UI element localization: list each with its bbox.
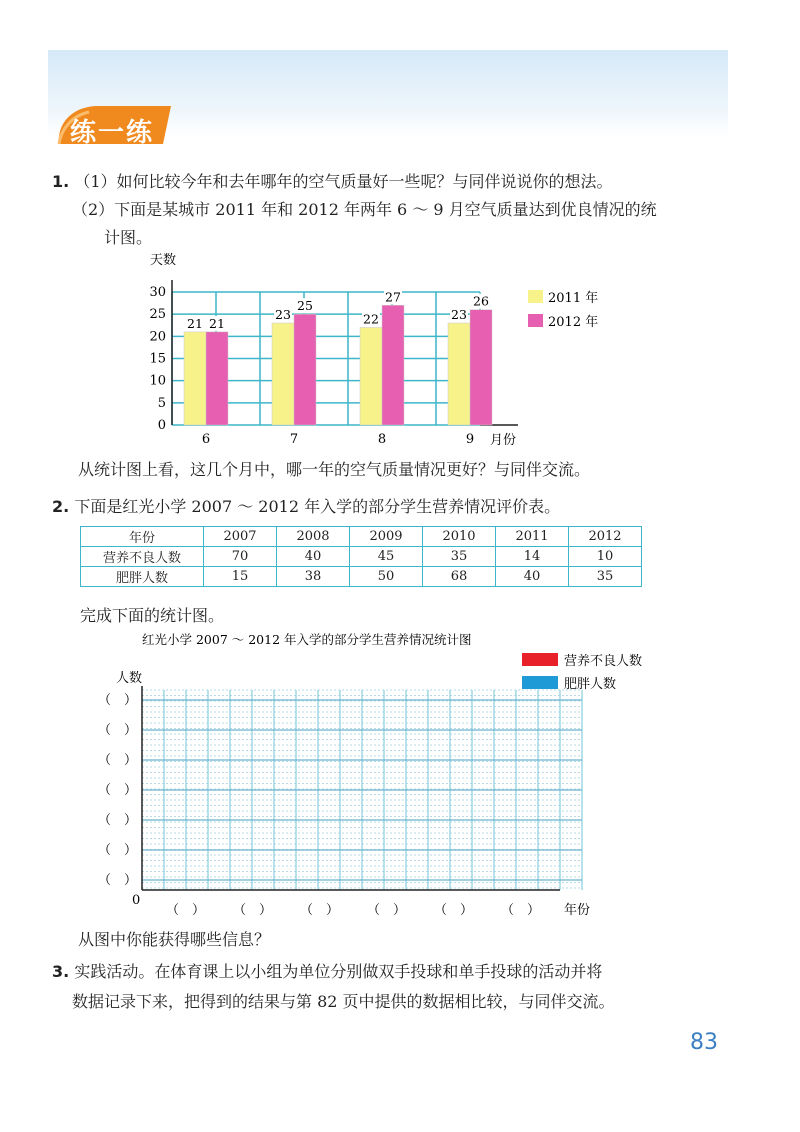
chart2-y-blank: （ ） [98,843,138,858]
table-cell: 14 [496,547,569,567]
chart2-x-blank: （ ） [501,903,541,918]
table-row [81,527,642,547]
chart1-data-label: 21 [209,315,225,331]
chart1-data-label: 23 [451,307,467,323]
chart1-y-tick-label: 15 [149,351,166,367]
chart1-data-label: 26 [473,293,489,309]
chart2-y-blank: （ ） [98,783,138,798]
q1-part1: （1）如何比较今年和去年哪年的空气质量好一些呢？与同伴说说你的想法。 [74,172,613,191]
chart1-legend-label: 2011 年 [548,291,599,306]
chart1-legend-swatch [528,290,543,303]
chart2-x-axis-label: 年份 [564,903,591,918]
table-cell: 2012 [569,527,642,547]
table-cell: 2009 [350,527,423,547]
table-row [81,567,642,587]
chart1-bar [272,323,294,425]
chart1-y-tick-label: 0 [157,418,166,433]
chart2-legend-label: 营养不良人数 [564,654,643,669]
chart2-legend-swatch [522,653,558,666]
chart1-y-tick-label: 25 [149,307,166,323]
table-cell: 35 [423,547,496,567]
chart1-legend-label: 2012 年 [548,315,599,330]
chart1-data-label: 22 [363,311,379,327]
chart1-x-tick-label: 8 [377,432,387,447]
table-cell: 2011 [496,527,569,547]
table-cell: 40 [496,567,569,587]
chart1-bar [360,327,382,425]
table-cell: 40 [277,547,350,567]
table-cell: 35 [569,567,642,587]
q1-part2-line2: 计图。 [104,228,153,247]
chart2-x-blank: （ ） [367,903,407,918]
q1-after-text: 从统计图上看，这几个月中，哪一年的空气质量情况更好？与同伴交流。 [78,460,591,479]
section-title: 练一练 [70,118,155,148]
chart1-data-label: 23 [275,307,291,323]
table-cell: 2010 [423,527,496,547]
q2-text: 下面是红光小学 2007 ～ 2012 年入学的部分学生营养情况评价表。 [74,497,561,516]
chart2-y-axis-label: 人数 [116,671,143,686]
chart1-bar [294,314,316,425]
chart2-title: 红光小学 2007 ～ 2012 年入学的部分学生营养情况统计图 [142,632,472,647]
table-cell: 营养不良人数 [81,547,204,567]
chart1-legend-swatch [528,314,543,327]
q2-number: 2. [52,497,70,516]
chart1-y-tick-label: 30 [149,285,166,300]
chart1-bar [470,310,492,425]
chart2-legend-label: 肥胖人数 [564,677,617,692]
q3-text-line1: 实践活动。在体育课上以小组为单位分别做双手投球和单手投球的活动并将 [74,962,603,981]
chart2-x-blank: （ ） [300,903,340,918]
table-cell: 2008 [277,527,350,547]
nutrition-table [80,526,642,587]
q3-text-line2: 数据记录下来，把得到的结果与第 82 页中提供的数据相比较，与同伴交流。 [72,992,615,1011]
q3-number: 3. [52,962,70,981]
chart1-bar [382,305,404,425]
table-cell: 45 [350,547,423,567]
chart1-bar [448,323,470,425]
chart1-x-tick-label: 6 [201,432,211,447]
chart2-x-blank: （ ） [166,903,206,918]
chart1-data-label: 25 [297,298,313,314]
chart1-x-tick-label: 7 [289,432,299,447]
table-cell: 38 [277,567,350,587]
page-number: 83 [690,1030,718,1055]
q2-after-text: 从图中你能获得哪些信息？ [78,930,271,949]
chart2-y-blank: （ ） [98,873,138,888]
table-cell: 15 [204,567,277,587]
table-cell: 10 [569,547,642,567]
chart2-y-blank: （ ） [98,723,138,738]
table-cell: 年份 [81,527,204,547]
chart1-x-axis-label: 月份 [490,433,517,448]
chart1-bar [206,332,228,425]
chart1-y-tick-label: 10 [149,373,166,389]
table-cell: 68 [423,567,496,587]
chart1-data-label: 27 [385,289,401,305]
chart2-x-blank: （ ） [434,903,474,918]
chart1-x-tick-label: 9 [465,432,475,447]
chart1-y-axis-label: 天数 [150,253,177,268]
chart1-bar [184,332,206,425]
q1-part2-line1: （2）下面是某城市 2011 年和 2012 年两年 6 ～ 9 月空气质量达到优良情况的统 [72,200,657,219]
q2-complete-text: 完成下面的统计图。 [80,606,225,625]
q1-number: 1. [52,172,70,191]
chart1-data-label: 21 [187,315,203,331]
q1-line1 [52,172,613,192]
table-cell: 70 [204,547,277,567]
chart2-y-blank: （ ） [98,813,138,828]
q2-line [52,497,560,517]
chart2-x-blank: （ ） [233,903,273,918]
chart1-y-tick-label: 5 [157,395,166,411]
nutrition-blank-chart [90,628,690,924]
q3-line1 [52,962,602,982]
table-cell: 2007 [204,527,277,547]
chart2-zero-label: 0 [132,893,141,908]
chart1-y-tick-label: 20 [149,329,166,345]
chart2-y-blank: （ ） [98,753,138,768]
table-cell: 50 [350,567,423,587]
chart2-y-blank: （ ） [98,693,138,708]
table-row [81,547,642,567]
chart2-legend-swatch [522,676,558,689]
air-quality-bar-chart [140,250,660,455]
table-cell: 肥胖人数 [81,567,204,587]
